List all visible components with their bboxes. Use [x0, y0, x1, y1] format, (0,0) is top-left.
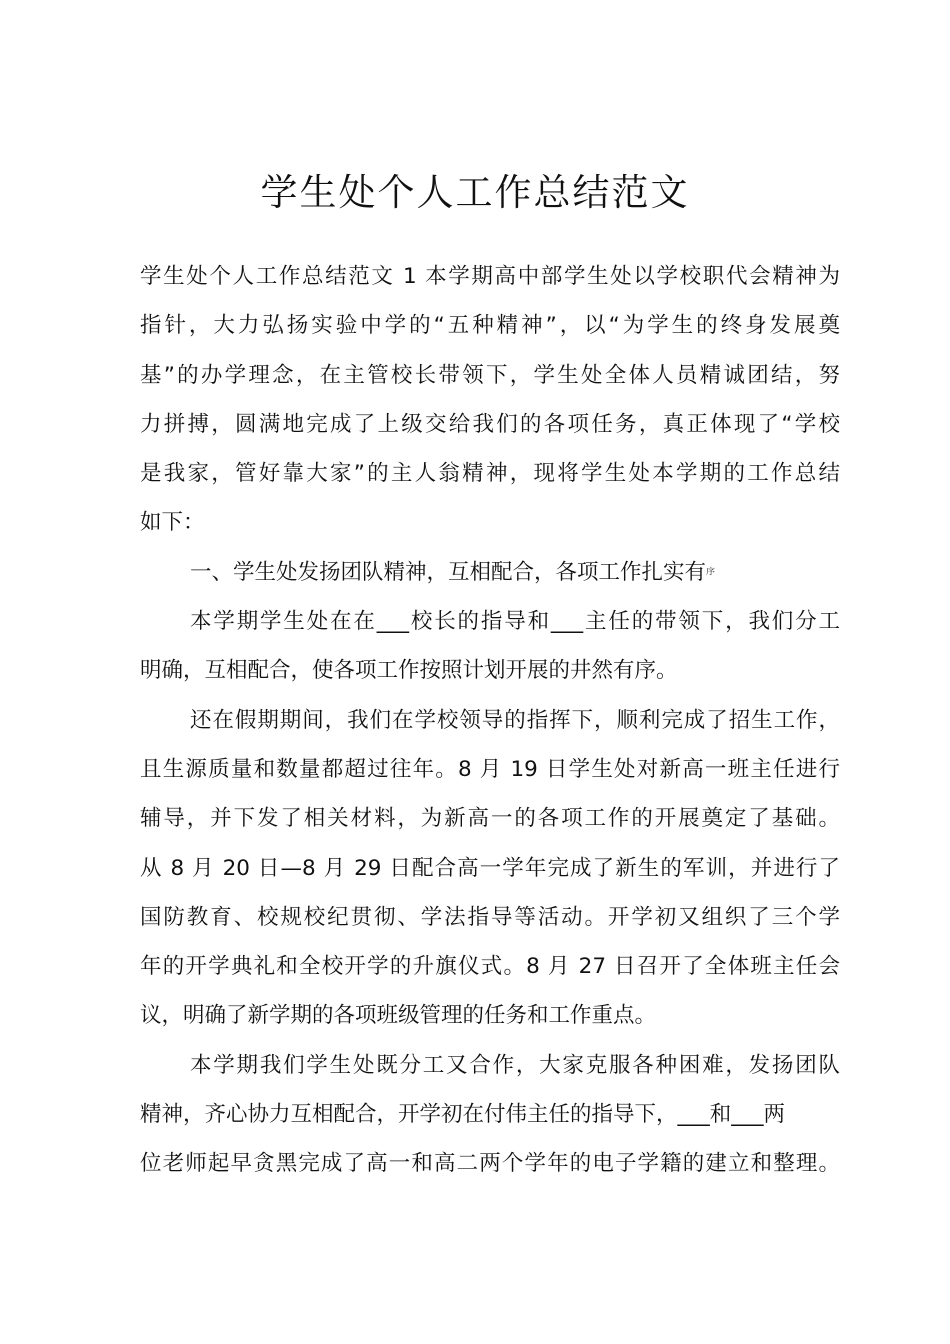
text-line: 辅导，并下发了相关材料，为新高一的各项工作的开展奠定了基础。	[140, 806, 840, 832]
text-line: 力拼搏，圆满地完成了上级交给我们的各项任务，真正体现了“学校	[140, 411, 840, 437]
section-heading-text: 一、学生处发扬团队精神，互相配合，各项工作扎实有	[190, 559, 707, 585]
text-line: 且生源质量和数量都超过往年。8 月 19 日学生处对新高一班主任进行	[140, 756, 840, 782]
section-heading	[140, 548, 840, 597]
document-title: 学生处个人工作总结范文	[260, 171, 690, 214]
heading-mark: 序	[706, 567, 716, 578]
text-line: 基”的办学理念，在主管校长带领下，学生处全体人员精诚团结，努	[140, 362, 840, 388]
text-line: 是我家，管好靠大家”的主人翁精神，现将学生处本学期的工作总结	[140, 461, 840, 487]
text-line: 指针，大力弘扬实验中学的“五种精神”，以“为学生的终身发展奠	[140, 313, 840, 339]
text-line: 明确，互相配合，使各项工作按照计划开展的井然有序。	[140, 658, 678, 684]
text-line: 学生处个人工作总结范文 1 本学期高中部学生处以学校职代会精神为	[140, 264, 840, 289]
document-body	[140, 252, 840, 1189]
text-line: 本学期学生处在在___校长的指导和___主任的带领下，我们分工	[190, 609, 840, 635]
text-line: 国防教育、校规校纪贯彻、学法指导等活动。开学初又组织了三个学	[140, 904, 840, 930]
text-line: 如下：	[140, 510, 205, 536]
text-line: 议，明确了新学期的各项班级管理的任务和工作重点。	[140, 1003, 657, 1029]
text-line: 位老师起早贪黑完成了高一和高二两个学年的电子学籍的建立和整理。	[140, 1151, 840, 1177]
text-line: 还在假期期间，我们在学校领导的指挥下，顺利完成了招生工作，	[190, 707, 840, 733]
text-line: 本学期我们学生处既分工又合作，大家克服各种困难，发扬团队	[190, 1052, 840, 1078]
text-line: 从 8 月 20 日—8 月 29 日配合高一学年完成了新生的军训，并进行了	[140, 855, 840, 881]
text-line: 精神，齐心协力互相配合，开学初在付伟主任的指导下，___和___两	[140, 1102, 786, 1128]
text-line: 年的开学典礼和全校开学的升旗仪式。8 月 27 日召开了全体班主任会	[140, 954, 840, 980]
